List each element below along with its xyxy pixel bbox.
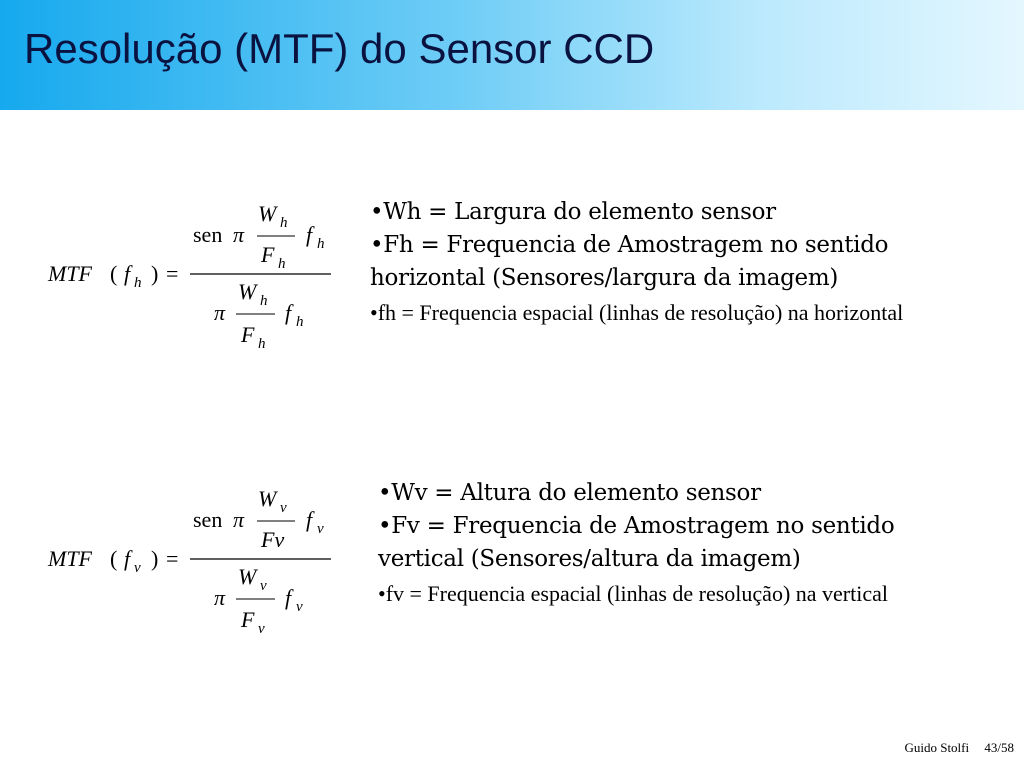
lhs-open-paren: ( xyxy=(110,261,118,286)
den-fraction-bottom-subscript: v xyxy=(258,621,265,637)
lhs-variable: f xyxy=(124,546,131,571)
mtf-horizontal-formula xyxy=(48,196,348,356)
slide-title: Resolução (MTF) do Sensor CCD xyxy=(24,25,655,72)
den-variable: f xyxy=(285,300,292,325)
vertical-notes xyxy=(378,477,978,611)
slide-footer xyxy=(904,740,1014,756)
note-fv: •Fv = Frequencia de Amostragem no sentido vertical (Sensores/altura da imagem) xyxy=(378,513,895,572)
den-variable-subscript: h xyxy=(296,314,304,330)
equals-sign: = xyxy=(166,546,179,571)
footer-author: Guido Stolfi xyxy=(904,740,970,755)
den-fraction-top: W xyxy=(238,564,257,589)
num-fraction-bottom-subscript: h xyxy=(278,256,286,272)
den-fraction-top-subscript: v xyxy=(260,578,267,594)
lhs-close-paren: ) xyxy=(151,546,159,571)
note-wv: •Wv = Altura do elemento sensor xyxy=(378,480,761,506)
horizontal-notes xyxy=(370,196,970,330)
lhs-function: MTF xyxy=(48,261,92,286)
num-fraction-top-subscript: v xyxy=(280,500,287,516)
lhs-function: MTF xyxy=(48,546,92,571)
pi-symbol: π xyxy=(233,507,245,532)
num-fraction-top: W xyxy=(258,486,277,511)
den-variable-subscript: v xyxy=(296,599,303,615)
footer-page-number: 43/58 xyxy=(984,740,1014,755)
num-variable-subscript: h xyxy=(317,236,325,252)
pi-symbol-denominator: π xyxy=(214,300,226,325)
den-fraction-top-subscript: h xyxy=(260,293,268,309)
den-fraction-top: W xyxy=(238,279,257,304)
lhs-open-paren: ( xyxy=(110,546,118,571)
note-fh: •Fh = Frequencia de Amostragem no sentido horizontal (Sensores/largura da imagem) xyxy=(370,232,889,291)
sen-function: sen xyxy=(193,222,223,247)
lhs-subscript: h xyxy=(134,275,142,291)
sen-function: sen xyxy=(193,507,223,532)
num-variable: f xyxy=(306,507,313,532)
lhs-subscript: v xyxy=(134,560,141,576)
num-variable-subscript: v xyxy=(317,521,324,537)
note-fv-spatial: •fv = Frequencia espacial (linhas de resolução) na vertical xyxy=(378,581,888,606)
note-wh: •Wh = Largura do elemento sensor xyxy=(370,199,776,225)
pi-symbol-denominator: π xyxy=(214,585,226,610)
den-fraction-bottom: F xyxy=(241,607,255,632)
den-fraction-bottom-subscript: h xyxy=(258,336,266,352)
num-fraction-top: W xyxy=(258,201,277,226)
mtf-vertical-formula xyxy=(48,481,348,641)
num-fraction-top-subscript: h xyxy=(280,215,288,231)
note-fh-spatial: •fh = Frequencia espacial (linhas de resolução) na horizontal xyxy=(370,300,904,325)
num-fraction-bottom: Fv xyxy=(261,527,285,552)
lhs-variable: f xyxy=(124,261,131,286)
num-variable: f xyxy=(306,222,313,247)
equals-sign: = xyxy=(166,261,179,286)
den-variable: f xyxy=(285,585,292,610)
num-fraction-bottom: F xyxy=(261,242,275,267)
pi-symbol: π xyxy=(233,222,245,247)
den-fraction-bottom: F xyxy=(241,322,255,347)
lhs-close-paren: ) xyxy=(151,261,159,286)
